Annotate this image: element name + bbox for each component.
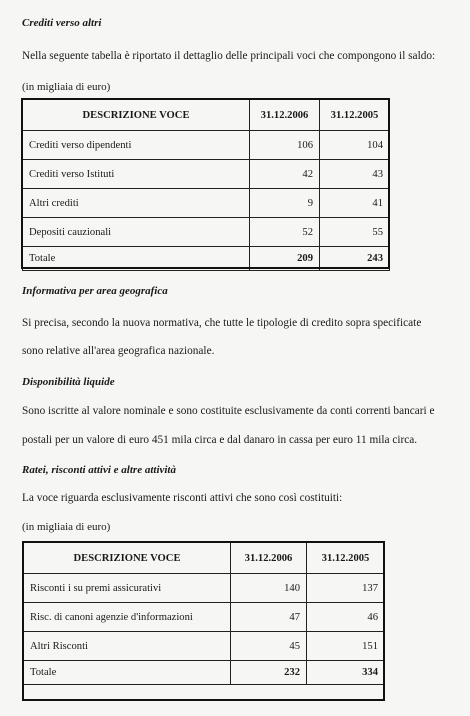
row-value-2006: 47 <box>231 603 307 632</box>
table-row <box>24 632 385 661</box>
row-value-2006: 140 <box>231 574 307 603</box>
row-value-2005: 43 <box>320 160 390 189</box>
heading-ratei-risconti: Ratei, risconti attivi e altre attività <box>22 464 176 476</box>
liquide-line-2: postali per un valore di euro 451 mila circa e dal danaro in cassa per euro 11 mila circa. <box>22 434 418 446</box>
total-2005: 334 <box>307 661 385 685</box>
row-description: Altri crediti <box>23 189 250 218</box>
row-description: Crediti verso dipendenti <box>23 131 250 160</box>
row-value-2005: 41 <box>320 189 390 218</box>
crediti-unit-note: (in migliaia di euro) <box>22 81 111 93</box>
table-header-row <box>23 100 390 131</box>
table-row <box>23 160 390 189</box>
heading-area-geografica: Informativa per area geografica <box>22 285 168 297</box>
row-description: Depositi cauzionali <box>23 218 250 247</box>
crediti-intro: Nella seguente tabella è riportato il dettaglio delle principali voci che compongono il saldo: <box>22 50 436 62</box>
header-descrizione: DESCRIZIONE VOCE <box>23 100 250 131</box>
table-row <box>24 574 385 603</box>
header-2006: 31.12.2006 <box>231 543 307 574</box>
row-description: Risc. di canoni agenzie d'informazioni <box>24 603 231 632</box>
header-2005: 31.12.2005 <box>307 543 385 574</box>
row-value-2006: 9 <box>250 189 320 218</box>
row-value-2005: 55 <box>320 218 390 247</box>
total-label: Totale <box>24 661 231 685</box>
total-2006: 232 <box>231 661 307 685</box>
row-value-2006: 106 <box>250 131 320 160</box>
liquide-line-1: Sono iscritte al valore nominale e sono costituite esclusivamente da conti correnti bancari e <box>22 405 435 417</box>
row-value-2005: 137 <box>307 574 385 603</box>
row-description: Altri Risconti <box>24 632 231 661</box>
header-2005: 31.12.2005 <box>320 100 390 131</box>
table-total-row <box>23 247 390 271</box>
total-2005: 243 <box>320 247 390 271</box>
crediti-table <box>22 99 390 271</box>
ratei-unit-note: (in migliaia di euro) <box>22 521 111 533</box>
table-header-row <box>24 543 385 574</box>
header-descrizione: DESCRIZIONE VOCE <box>24 543 231 574</box>
total-2006: 209 <box>250 247 320 271</box>
header-2006: 31.12.2006 <box>250 100 320 131</box>
table-row <box>23 131 390 160</box>
table-row <box>23 218 390 247</box>
geo-line-1: Si precisa, secondo la nuova normativa, che tutte le tipologie di credito sopra specificate <box>22 317 422 329</box>
row-value-2005: 151 <box>307 632 385 661</box>
row-value-2005: 104 <box>320 131 390 160</box>
row-description: Crediti verso Istituti <box>23 160 250 189</box>
table-row <box>24 603 385 632</box>
table-row <box>23 189 390 218</box>
geo-line-2: sono relative all'area geografica nazionale. <box>22 345 215 357</box>
total-label: Totale <box>23 247 250 271</box>
row-description: Risconti i su premi assicurativi <box>24 574 231 603</box>
row-value-2006: 52 <box>250 218 320 247</box>
row-value-2005: 46 <box>307 603 385 632</box>
row-value-2006: 42 <box>250 160 320 189</box>
heading-disponibilita-liquide: Disponibilità liquide <box>22 376 115 388</box>
ratei-intro: La voce riguarda esclusivamente risconti attivi che sono così costituiti: <box>22 492 343 504</box>
ratei-table <box>23 542 385 685</box>
table-total-row <box>24 661 385 685</box>
row-value-2006: 45 <box>231 632 307 661</box>
heading-crediti-verso-altri: Crediti verso altri <box>22 17 102 29</box>
